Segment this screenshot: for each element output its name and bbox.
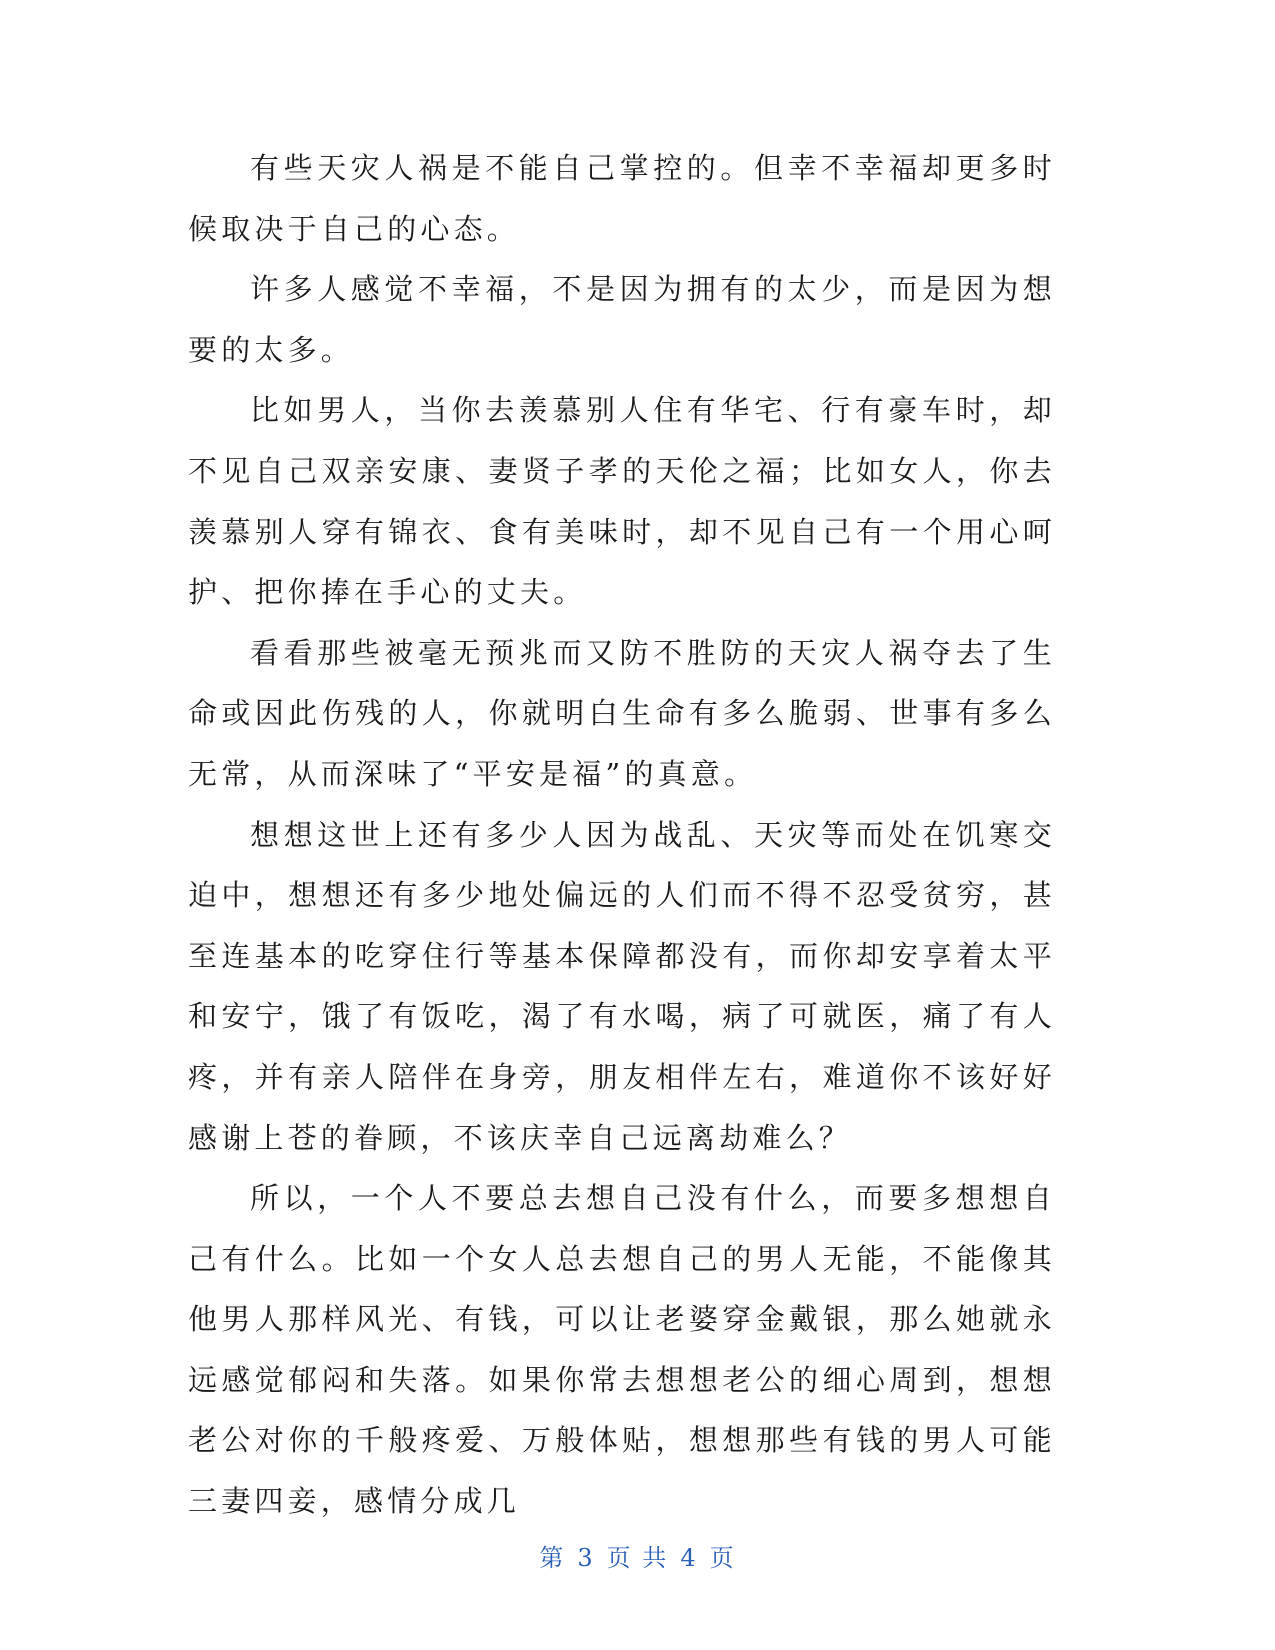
total-page-number: 4	[680, 1544, 698, 1572]
paragraph-5: 想想这世上还有多少人因为战乱、天灾等而处在饥寒交迫中，想想还有多少地处偏远的人们而不得不忍受贫穷，甚至连基本的吃穿住行等基本保障都没有，而你却安享着太平和安宁，饿了有饭吃，渴了有水喝，病了可就医，痛了有人疼，并有亲人陪伴在身旁，朋友相伴左右，难道你不该好好感谢上苍的眷顾，不该庆幸自己远离劫难么？	[188, 817, 1056, 1155]
paragraph-3: 比如男人，当你去羡慕别人住有华宅、行有豪车时，却不见自己双亲安康、妻贤子孝的天伦之福；比如女人，你去羡慕别人穿有锦衣、食有美味时，却不见自己有一个用心呵护、把你捧在手心的丈夫。	[188, 393, 1056, 610]
current-page-number: 3	[577, 1544, 595, 1572]
paragraph-2: 许多人感觉不幸福，不是因为拥有的太少，而是因为想要的太多。	[188, 272, 1056, 367]
paragraph-4: 看看那些被毫无预兆而又防不胜防的天灾人祸夺去了生命或因此伤残的人，你就明白生命有多么脆弱、世事有多么无常，从而深味了“平安是福”的真意。	[188, 635, 1056, 791]
document-body	[188, 138, 1056, 1532]
footer-prefix: 第	[539, 1544, 566, 1572]
footer-suffix: 页	[709, 1544, 736, 1572]
footer-middle: 页 共	[606, 1544, 669, 1572]
paragraph-1: 有些天灾人祸是不能自己掌控的。但幸不幸福却更多时候取决于自己的心态。	[188, 151, 1056, 246]
paragraph-6: 所以，一个人不要总去想自己没有什么，而要多想想自己有什么。比如一个女人总去想自己的男人无能，不能像其他男人那样风光、有钱，可以让老婆穿金戴银，那么她就永远感觉郁闷和失落。如果你常去想想老公的细心周到，想想老公对你的千般疼爱、万般体贴，想想那些有钱的男人可能三妻四妾，感情分成几	[188, 1181, 1056, 1519]
page-footer	[0, 1538, 1275, 1573]
